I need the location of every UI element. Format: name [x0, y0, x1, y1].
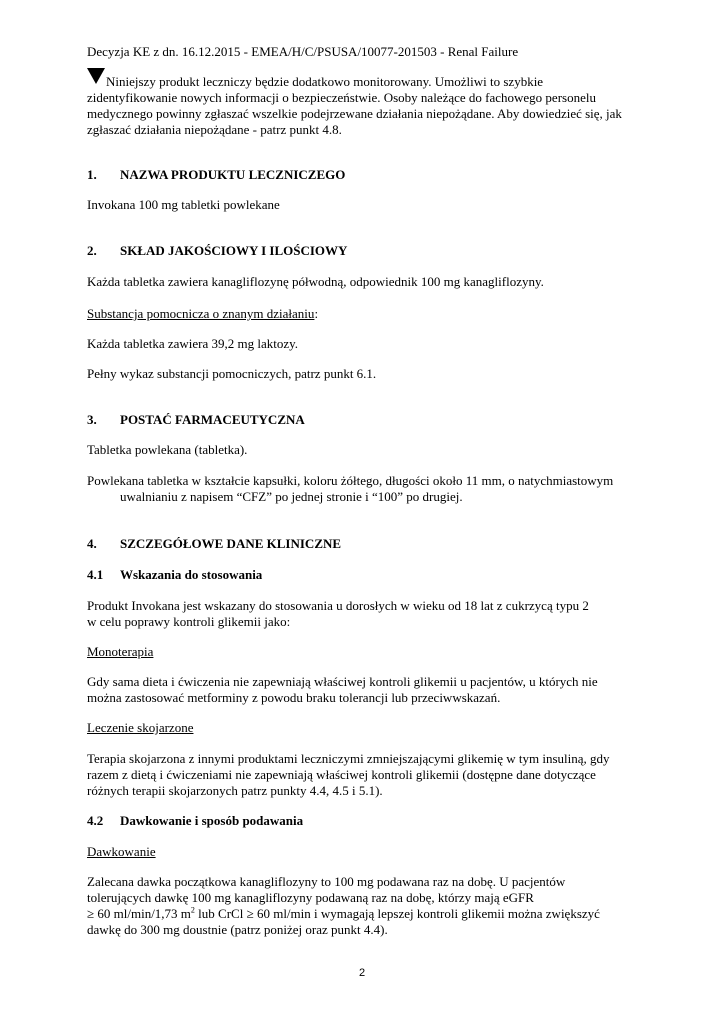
monitoring-line-4: zgłaszać działania niepożądane - patrz punkt 4.8.: [87, 122, 342, 137]
excipient-colon: :: [314, 306, 319, 321]
combination-subheading: Leczenie skojarzone: [87, 720, 194, 735]
combination-line-3: różnych terapii skojarzonych patrz punkty 4.4, 4.5 i 5.1).: [87, 783, 383, 798]
section-4-2-number: 4.2: [87, 813, 104, 828]
section-4-number: 4.: [87, 536, 97, 551]
lactose-text: Każda tabletka zawiera 39,2 mg laktozy.: [87, 336, 299, 351]
section-4-1-number: 4.1: [87, 567, 104, 582]
section-1-heading: NAZWA PRODUKTU LECZNICZEGO: [120, 167, 346, 182]
indication-line-2: w celu poprawy kontroli glikemii jako:: [87, 614, 291, 629]
form-text: Tabletka powlekana (tabletka).: [87, 442, 248, 457]
composition-text: Każda tabletka zawiera kanagliflozynę półwodną, odpowiednik 100 mg kanagliflozyny.: [87, 274, 544, 289]
dosing-line-3-start: ≥ 60 ml/min/1,73 m: [87, 906, 191, 921]
section-3-number: 3.: [87, 412, 97, 427]
section-4-heading: SZCZEGÓŁOWE DANE KLINICZNE: [120, 536, 342, 551]
monitoring-line-1: Niniejszy produkt leczniczy będzie dodatkowo monitorowany. Umożliwi to szybkie: [106, 74, 544, 89]
black-triangle-icon: [87, 68, 105, 84]
product-name: Invokana 100 mg tabletki powlekane: [87, 197, 280, 212]
indication-line-1: Produkt Invokana jest wskazany do stosowania u dorosłych w wieku od 18 lat z cukrzycą typu 2: [87, 598, 589, 613]
monotherapy-line-2: można zastosować metforminy z powodu braku tolerancji lub przeciwwskazań.: [87, 690, 501, 705]
dosing-line-1: Zalecana dawka początkowa kanagliflozyny to 100 mg podawana raz na dobę. U pacjentów: [87, 874, 566, 889]
section-1-number: 1.: [87, 167, 97, 182]
document-header: Decyzja KE z dn. 16.12.2015 - EMEA/H/C/PSUSA/10077-201503 - Renal Failure: [87, 44, 519, 59]
excipient-label: Substancja pomocnicza o znanym działaniu: [87, 306, 315, 321]
combination-line-2: razem z dietą i ćwiczeniami nie zapewniają właściwej kontroli glikemii (dostępne dane dotyczące: [87, 767, 596, 782]
section-4-1-heading: Wskazania do stosowania: [120, 567, 263, 582]
monotherapy-subheading: Monoterapia: [87, 644, 154, 659]
section-2-heading: SKŁAD JAKOŚCIOWY I ILOŚCIOWY: [120, 243, 348, 258]
monotherapy-line-1: Gdy sama dieta i ćwiczenia nie zapewniają właściwej kontroli glikemii u pacjentów, u których nie: [87, 674, 598, 689]
combination-line-1: Terapia skojarzona z innymi produktami leczniczymi zmniejszającymi glikemię w tym insuliną, gdy: [87, 751, 610, 766]
dosing-line-4: dawkę do 300 mg doustnie (patrz poniżej oraz punkt 4.4).: [87, 922, 388, 937]
monitoring-line-3: medycznego powinny zgłaszać wszelkie podejrzewane działania niepożądane. Aby dowiedzieć się, jak: [87, 106, 622, 121]
tablet-description-line-2: uwalnianiu z napisem “CFZ” po jednej stronie i “100” po drugiej.: [120, 489, 463, 504]
monitoring-line-2: zidentyfikowanie nowych informacji o bezpieczeństwie. Osoby należące do fachowego personelu: [87, 90, 596, 105]
dosing-subheading: Dawkowanie: [87, 844, 156, 859]
excipients-reference: Pełny wykaz substancji pomocniczych, patrz punkt 6.1.: [87, 366, 377, 381]
page-number: 2: [358, 967, 366, 979]
section-3-heading: POSTAĆ FARMACEUTYCZNA: [120, 412, 305, 427]
superscript-2: 2: [190, 905, 195, 915]
section-2-number: 2.: [87, 243, 97, 258]
dosing-line-3: [87, 906, 600, 922]
excipient-subheading: [87, 306, 318, 322]
section-4-2-heading: Dawkowanie i sposób podawania: [120, 813, 304, 828]
tablet-description-line-1: Powlekana tabletka w kształcie kapsułki, koloru żółtego, długości około 11 mm, o natychmiastowym: [87, 473, 614, 488]
dosing-line-3-end: lub CrCl ≥ 60 ml/min i wymagają lepszej kontroli glikemii można zwiększyć: [194, 906, 600, 921]
dosing-line-2: tolerujących dawkę 100 mg kanagliflozyny podawaną raz na dobę, którzy mają eGFR: [87, 890, 534, 905]
